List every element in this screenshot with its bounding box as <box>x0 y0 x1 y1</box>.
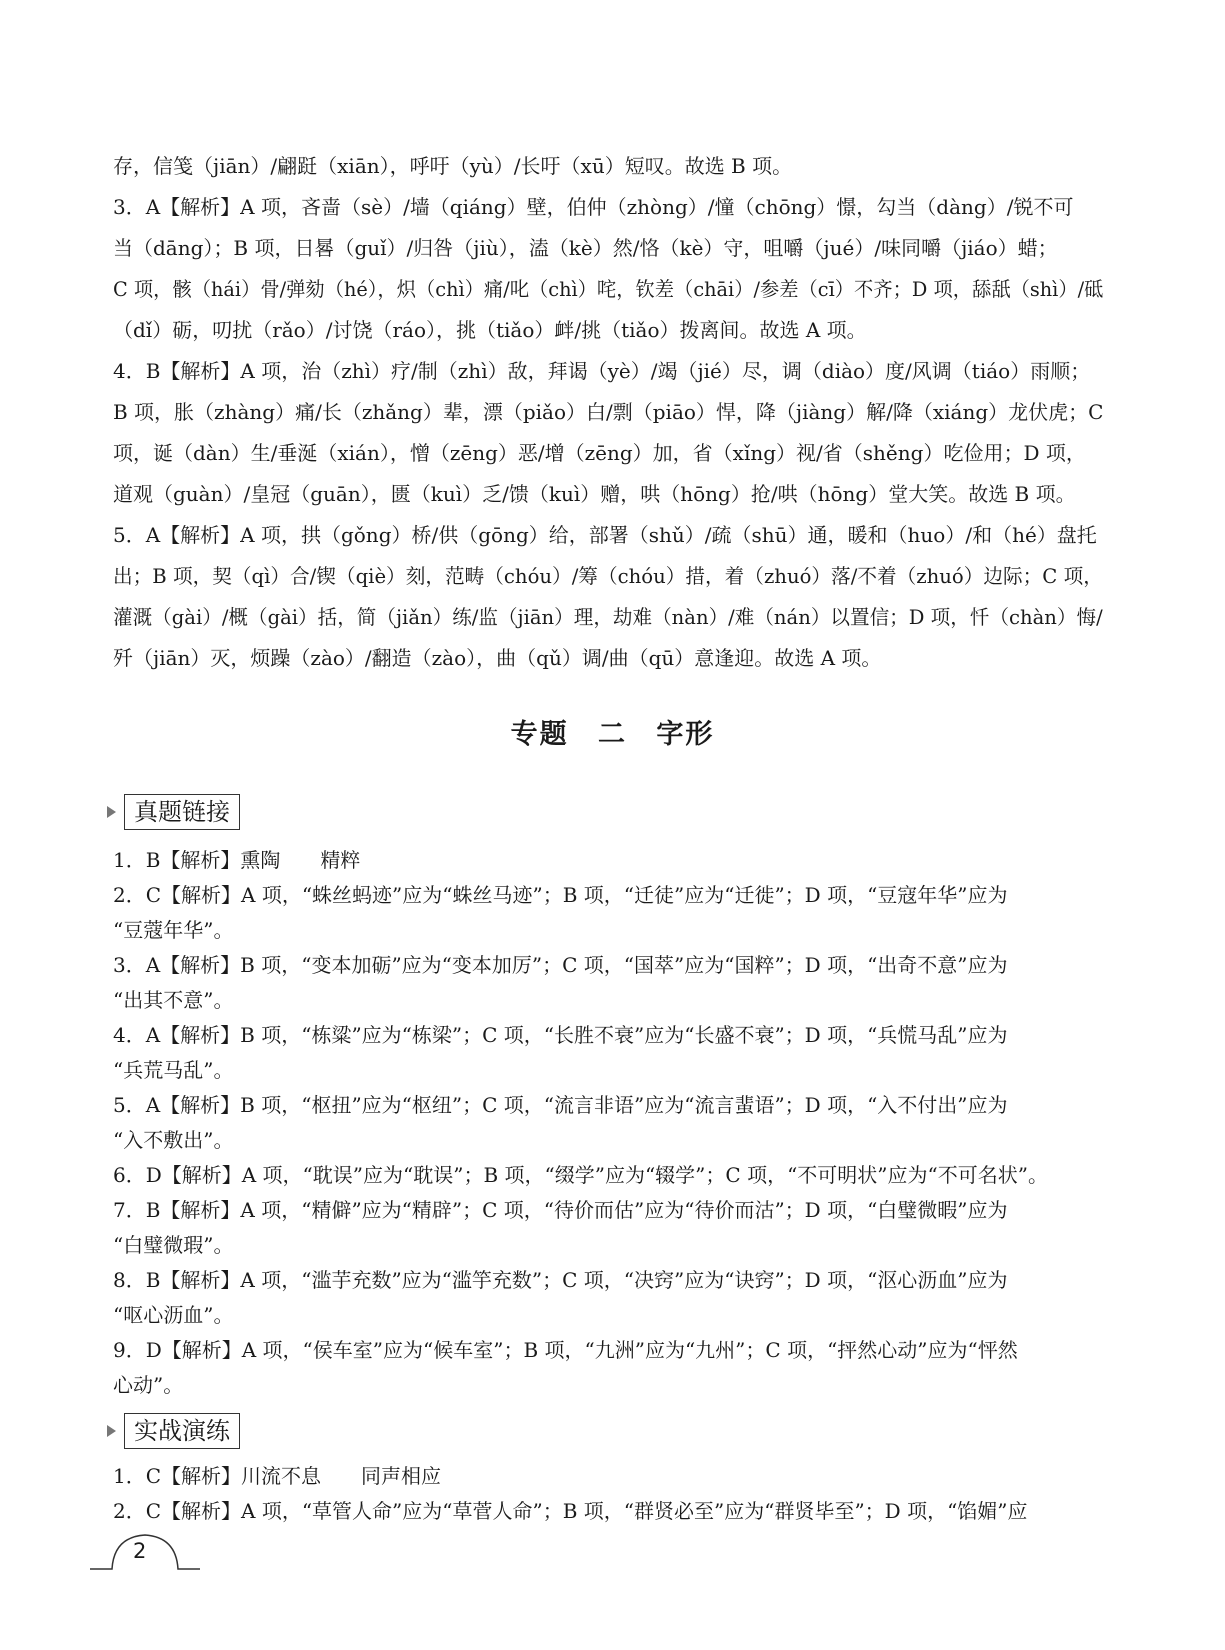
text-line: 1．B【解析】熏陶 精粹 <box>113 848 361 872</box>
zhenti-label: 真题链接 <box>124 794 240 830</box>
section-title: 专题 二 字形 <box>510 719 715 750</box>
text-line: 1．C【解析】川流不息 同声相应 <box>113 1464 442 1488</box>
text-line: 8．B【解析】A 项，“滥芋充数”应为“滥竽充数”；C 项，“决窍”应为“诀窍”；D 项，“沤心沥血”应为 <box>113 1268 1008 1292</box>
text-line: 3．A【解析】B 项，“变本加砺”应为“变本加厉”；C 项，“国萃”应为“国粹”；D 项，“出奇不意”应为 <box>113 953 1008 977</box>
shizhan-label: 实战演练 <box>124 1413 240 1449</box>
text-line: （dǐ）砺，叨扰（rǎo）/讨饶（ráo），挑（tiǎo）衅/挑（tiǎo）拨离间。故选 A 项。 <box>113 318 867 342</box>
triangle-bullet-icon <box>107 806 116 818</box>
page-number: 2 <box>133 1539 147 1563</box>
text-line: 道观（guàn）/皇冠（guān），匮（kuì）乏/馈（kuì）赠，哄（hōng）抢/哄（hōng）堂大笑。故选 B 项。 <box>113 482 1076 506</box>
text-line: “出其不意”。 <box>113 988 234 1012</box>
text-line: 灌溉（gài）/概（gài）括，简（jiǎn）练/监（jiān）理，劫难（nàn）/难（nán）以置信；D 项，忏（chàn）悔/ <box>113 605 1103 629</box>
text-line: 9．D【解析】A 项，“侯车室”应为“候车室”；B 项，“九洲”应为“九州”；C 项，“抨然心动”应为“怦然 <box>113 1338 1018 1362</box>
page-number-badge <box>90 1525 200 1575</box>
text-line: “兵荒马乱”。 <box>113 1058 234 1082</box>
shizhan-answers <box>113 1459 1103 1529</box>
text-line: 出；B 项，契（qì）合/锲（qiè）刻，范畴（chóu）/筹（chóu）措，着（zhuó）落/不着（zhuó）边际；C 项， <box>113 564 1103 588</box>
text-line: 心动”。 <box>113 1373 184 1397</box>
text-line: C 项，骸（hái）骨/弹劾（hé），炽（chì）痛/叱（chì）咤，钦差（chāi）/参差（cī）不齐；D 项，舔舐（shì）/砥 <box>113 277 1104 301</box>
text-line: B 项，胀（zhàng）痛/长（zhǎng）辈，漂（piǎo）白/剽（piāo）悍，降（jiàng）解/降（xiáng）龙伏虎；C <box>113 400 1104 424</box>
text-line: “白璧微瑕”。 <box>113 1233 234 1257</box>
text-line: 歼（jiān）灭，烦躁（zào）/翻造（zào），曲（qǔ）调/曲（qū）意逢迎。故选 A 项。 <box>113 646 882 670</box>
text-line: 5．A【解析】A 项，拱（gǒng）桥/供（gōng）给，部署（shǔ）/疏（shū）通，暖和（huo）/和（hé）盘托 <box>113 523 1097 547</box>
text-line: 当（dāng）；B 项，日晷（guǐ）/归咎（jiù），溘（kè）然/恪（kè）守，咀嚼（jué）/味同嚼（jiáo）蜡； <box>113 236 1058 260</box>
text-line: 2．C【解析】A 项，“蛛丝蚂迹”应为“蛛丝马迹”；B 项，“迁徒”应为“迁徙”；D 项，“豆寇年华”应为 <box>113 883 1008 907</box>
text-line: 存，信笺（jiān）/翩跹（xiān），呼吁（yù）/长吁（xū）短叹。故选 B 项。 <box>113 154 793 178</box>
zhenti-header <box>107 794 240 830</box>
text-line: 2．C【解析】A 项，“草管人命”应为“草菅人命”；B 项，“群贤必至”应为“群贤毕至”；D 项，“馅媚”应 <box>113 1499 1028 1523</box>
triangle-bullet-icon <box>107 1425 116 1437</box>
text-line: 项，诞（dàn）生/垂涎（xián），憎（zēng）恶/增（zēng）加，省（xǐng）视/省（shěng）吃俭用；D 项， <box>113 441 1086 465</box>
pinyin-answers <box>113 146 1103 679</box>
text-line: “豆蔻年华”。 <box>113 918 234 942</box>
text-line: 4．B【解析】A 项，治（zhì）疗/制（zhì）敌，拜谒（yè）/竭（jié）尽，调（diào）度/风调（tiáo）雨顺； <box>113 359 1091 383</box>
text-line: 7．B【解析】A 项，“精僻”应为“精辟”；C 项，“待价而估”应为“待价而沽”；D 项，“白璧微暇”应为 <box>113 1198 1008 1222</box>
shizhan-header <box>107 1413 240 1449</box>
text-line: 5．A【解析】B 项，“枢扭”应为“枢纽”；C 项，“流言非语”应为“流言蜚语”；D 项，“入不付出”应为 <box>113 1093 1008 1117</box>
text-line: 6．D【解析】A 项，“耽误”应为“耽误”；B 项，“缀学”应为“辍学”；C 项，“不可明状”应为“不可名状”。 <box>113 1163 1048 1187</box>
text-line: “呕心沥血”。 <box>113 1303 234 1327</box>
text-line: “入不敷出”。 <box>113 1128 234 1152</box>
zhenti-answers <box>113 843 1103 1403</box>
text-line: 3．A【解析】A 项，吝啬（sè）/墙（qiáng）壁，伯仲（zhòng）/憧（chōng）憬，勾当（dàng）/锐不可 <box>113 195 1074 219</box>
text-line: 4．A【解析】B 项，“栋粱”应为“栋梁”；C 项，“长胜不衰”应为“长盛不衰”；D 项，“兵慌马乱”应为 <box>113 1023 1008 1047</box>
